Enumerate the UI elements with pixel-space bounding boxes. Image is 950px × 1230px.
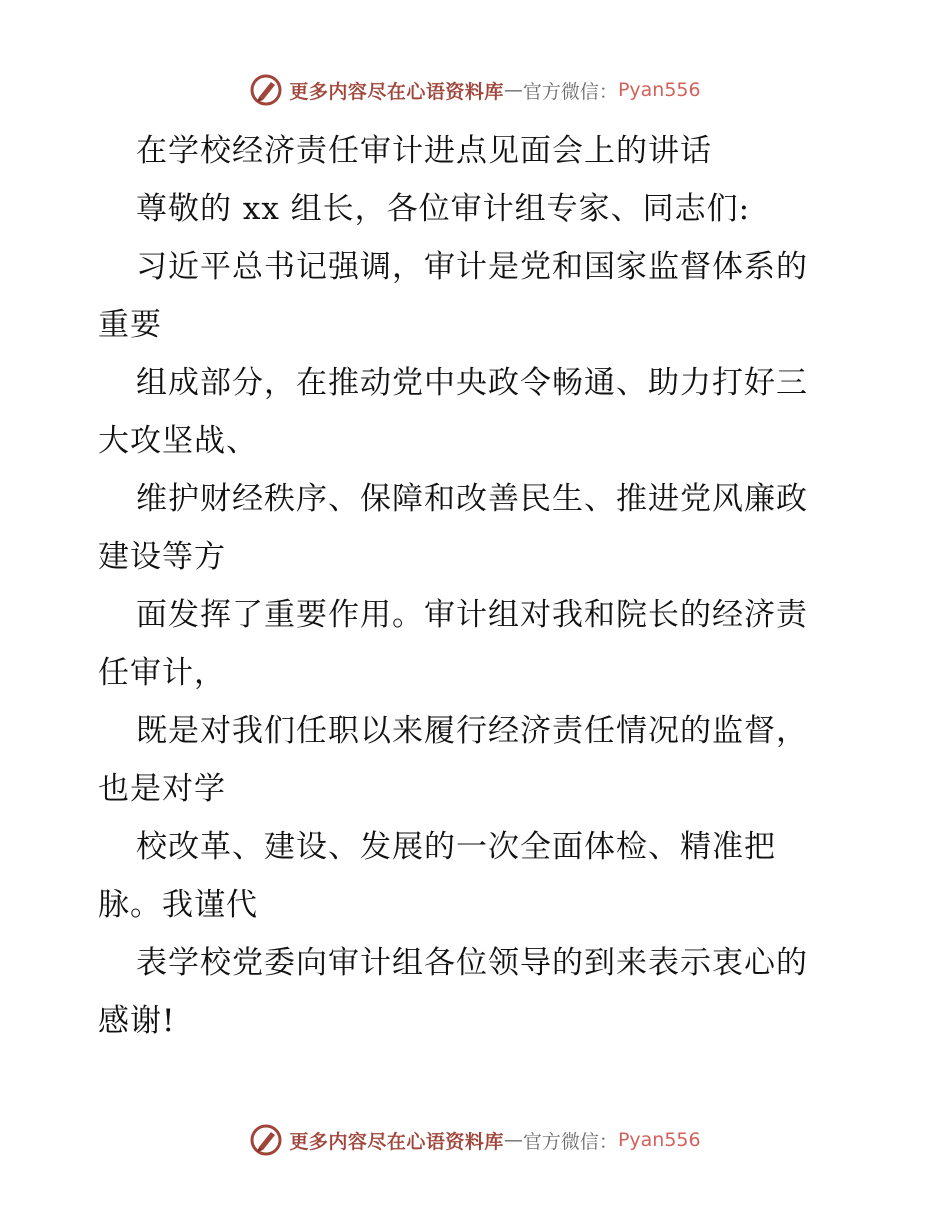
body-line: 重要: [98, 307, 162, 343]
banner-wechat-label: 官方微信：: [522, 1130, 618, 1153]
banner-brand-text: 更多内容尽在心语资料库: [289, 1130, 504, 1153]
body-line: 维护财经秩序、保障和改善民生、推进党风廉政: [136, 481, 808, 517]
footer-watermark-banner: [0, 1120, 950, 1160]
body-line: 既是对我们任职以来履行经济责任情况的监督，: [136, 713, 808, 749]
header-watermark-banner: [0, 70, 950, 110]
banner-wechat-handle: Pyan556: [617, 1129, 701, 1151]
banner-separator: —: [503, 1129, 523, 1151]
banner-brand-text: 更多内容尽在心语资料库: [289, 80, 504, 103]
body-line: 也是对学: [98, 771, 226, 807]
body-line: 大攻坚战、: [98, 423, 258, 459]
body-line: 面发挥了重要作用。审计组对我和院长的经济责: [136, 597, 808, 633]
banner-wechat-handle: Pyan556: [617, 79, 701, 101]
pen-logo-icon: [249, 73, 283, 107]
document-title: 在学校经济责任审计进点见面会上的讲话: [136, 133, 712, 169]
pen-logo-icon: [249, 1123, 283, 1157]
banner-separator: —: [503, 79, 523, 101]
body-line: 表学校党委向审计组各位领导的到来表示衷心的: [136, 945, 808, 981]
body-line: 感谢!: [98, 1003, 176, 1039]
body-line: 习近平总书记强调，审计是党和国家监督体系的: [136, 249, 808, 285]
body-line: 任审计，: [98, 655, 226, 691]
body-line: 脉。我谨代: [98, 887, 258, 923]
document-body: [98, 122, 858, 1050]
banner-wechat-label: 官方微信：: [522, 80, 618, 103]
body-line: 建设等方: [98, 539, 226, 575]
body-line: 校改革、建设、发展的一次全面体检、精准把: [136, 829, 776, 865]
salutation-line: 尊敬的 xx 组长，各位审计组专家、同志们:: [136, 191, 751, 227]
body-line: 组成部分，在推动党中央政令畅通、助力打好三: [136, 365, 808, 401]
